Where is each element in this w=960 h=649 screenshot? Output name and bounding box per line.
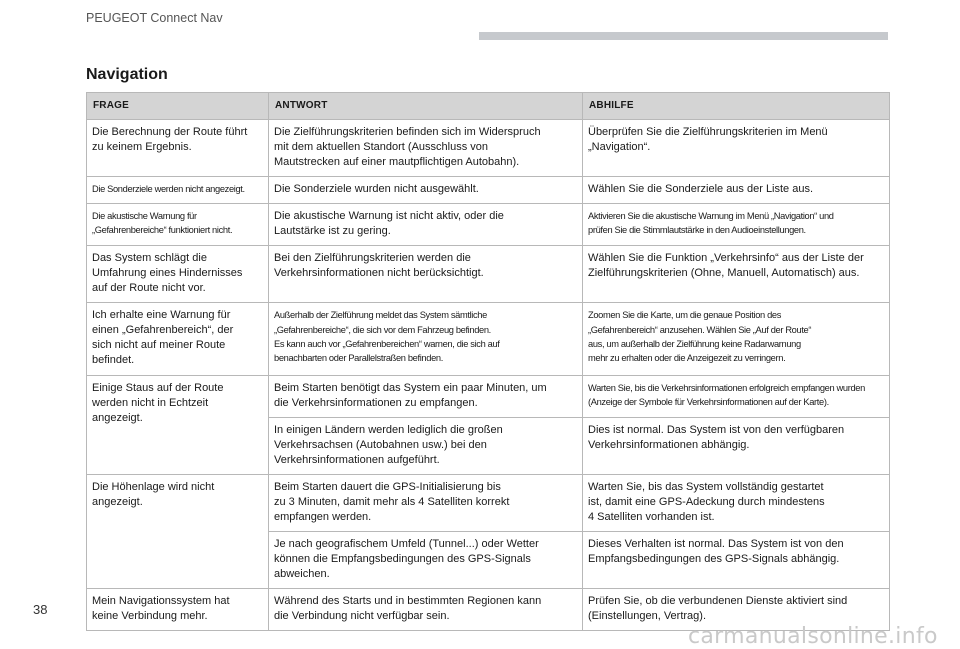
cell-frage: Das System schlägt die Umfahrung eines Hindernisses auf der Route nicht vor.	[87, 246, 269, 303]
cell-frage: Mein Navigationssystem hat keine Verbindung mehr.	[87, 589, 269, 631]
section-title: Navigation	[86, 66, 168, 83]
cell-frage: Die Sonderziele werden nicht angezeigt.	[87, 176, 269, 203]
table-row	[87, 303, 890, 375]
running-title: PEUGEOT Connect Nav	[86, 11, 223, 25]
cell-abhilfe: Dies ist normal. Das System ist von den verfügbaren Verkehrsinformationen abhängig.	[583, 417, 890, 474]
table-header-row	[87, 93, 890, 120]
cell-abhilfe: Wählen Sie die Funktion „Verkehrsinfo“ aus der Liste der Zielführungskriterien (Ohne, Manuell, Automatisch) aus.	[583, 246, 890, 303]
cell-abhilfe: Wählen Sie die Sonderziele aus der Liste aus.	[583, 176, 890, 203]
cell-antwort: Die akustische Warnung ist nicht aktiv, oder die Lautstärke ist zu gering.	[269, 203, 583, 245]
column-header-frage: FRAGE	[87, 93, 269, 120]
cell-antwort: Bei den Zielführungskriterien werden die Verkehrsinformationen nicht berücksichtigt.	[269, 246, 583, 303]
table-row	[87, 176, 890, 203]
cell-antwort: Die Zielführungskriterien befinden sich im Widerspruch mit dem aktuellen Standort (Ausschluss von Mautstrecken auf einer mautpflichtigen Autobahn).	[269, 119, 583, 176]
cell-frage: Die Höhenlage wird nicht angezeigt.	[87, 474, 269, 588]
header-bar	[479, 32, 888, 40]
cell-frage: Einige Staus auf der Route werden nicht in Echtzeit angezeigt.	[87, 375, 269, 474]
cell-abhilfe: Warten Sie, bis das System vollständig gestartet ist, damit eine GPS-Adeckung durch mindestens 4 Satelliten vorhanden ist.	[583, 474, 890, 531]
page-number: 38	[33, 602, 48, 617]
cell-abhilfe: Überprüfen Sie die Zielführungskriterien im Menü „Navigation“.	[583, 119, 890, 176]
cell-antwort: Je nach geografischem Umfeld (Tunnel...) oder Wetter können die Empfangsbedingungen des GPS-Signals abweichen.	[269, 532, 583, 589]
column-header-abhilfe: ABHILFE	[583, 93, 890, 120]
cell-antwort: In einigen Ländern werden lediglich die großen Verkehrsachsen (Autobahnen usw.) bei den Verkehrsinformationen aufgeführt.	[269, 417, 583, 474]
table-row	[87, 375, 890, 417]
cell-abhilfe: Zoomen Sie die Karte, um die genaue Position des „Gefahrenbereich“ anzusehen. Wählen Sie „Auf der Route“ aus, um außerhalb der Zielführung keine Radarwarnung mehr zu erhalten oder die Anzeigezeit zu verringern.	[583, 303, 890, 375]
table-row	[87, 474, 890, 531]
cell-abhilfe: Dieses Verhalten ist normal. Das System ist von den Empfangsbedingungen des GPS-Signals abhängig.	[583, 532, 890, 589]
cell-abhilfe: Aktivieren Sie die akustische Warnung im Menü „Navigation“ und prüfen Sie die Stimmlautstärke in den Audioeinstellungen.	[583, 203, 890, 245]
troubleshooting-table	[86, 92, 890, 631]
cell-frage: Die akustische Warnung für „Gefahrenbereiche“ funktioniert nicht.	[87, 203, 269, 245]
cell-antwort: Beim Starten dauert die GPS-Initialisierung bis zu 3 Minuten, damit mehr als 4 Satelliten korrekt empfangen werden.	[269, 474, 583, 531]
table-row	[87, 246, 890, 303]
cell-antwort: Die Sonderziele wurden nicht ausgewählt.	[269, 176, 583, 203]
column-header-antwort: ANTWORT	[269, 93, 583, 120]
cell-abhilfe: Prüfen Sie, ob die verbundenen Dienste aktiviert sind (Einstellungen, Vertrag).	[583, 589, 890, 631]
cell-frage: Die Berechnung der Route führt zu keinem Ergebnis.	[87, 119, 269, 176]
cell-abhilfe: Warten Sie, bis die Verkehrsinformationen erfolgreich empfangen wurden (Anzeige der Symbole für Verkehrsinformationen auf der Karte).	[583, 375, 890, 417]
cell-antwort: Während des Starts und in bestimmten Regionen kann die Verbindung nicht verfügbar sein.	[269, 589, 583, 631]
cell-frage: Ich erhalte eine Warnung für einen „Gefahrenbereich“, der sich nicht auf meiner Route befindet.	[87, 303, 269, 375]
watermark: carmanualsonline.info	[688, 624, 938, 649]
table-row	[87, 119, 890, 176]
table-row	[87, 203, 890, 245]
cell-antwort: Beim Starten benötigt das System ein paar Minuten, um die Verkehrsinformationen zu empfangen.	[269, 375, 583, 417]
cell-antwort: Außerhalb der Zielführung meldet das System sämtliche „Gefahrenbereiche“, die sich vor dem Fahrzeug befinden. Es kann auch vor „Gefahrenbereichen“ warnen, die sich auf benachbarten oder Parallelstraßen befinden.	[269, 303, 583, 375]
